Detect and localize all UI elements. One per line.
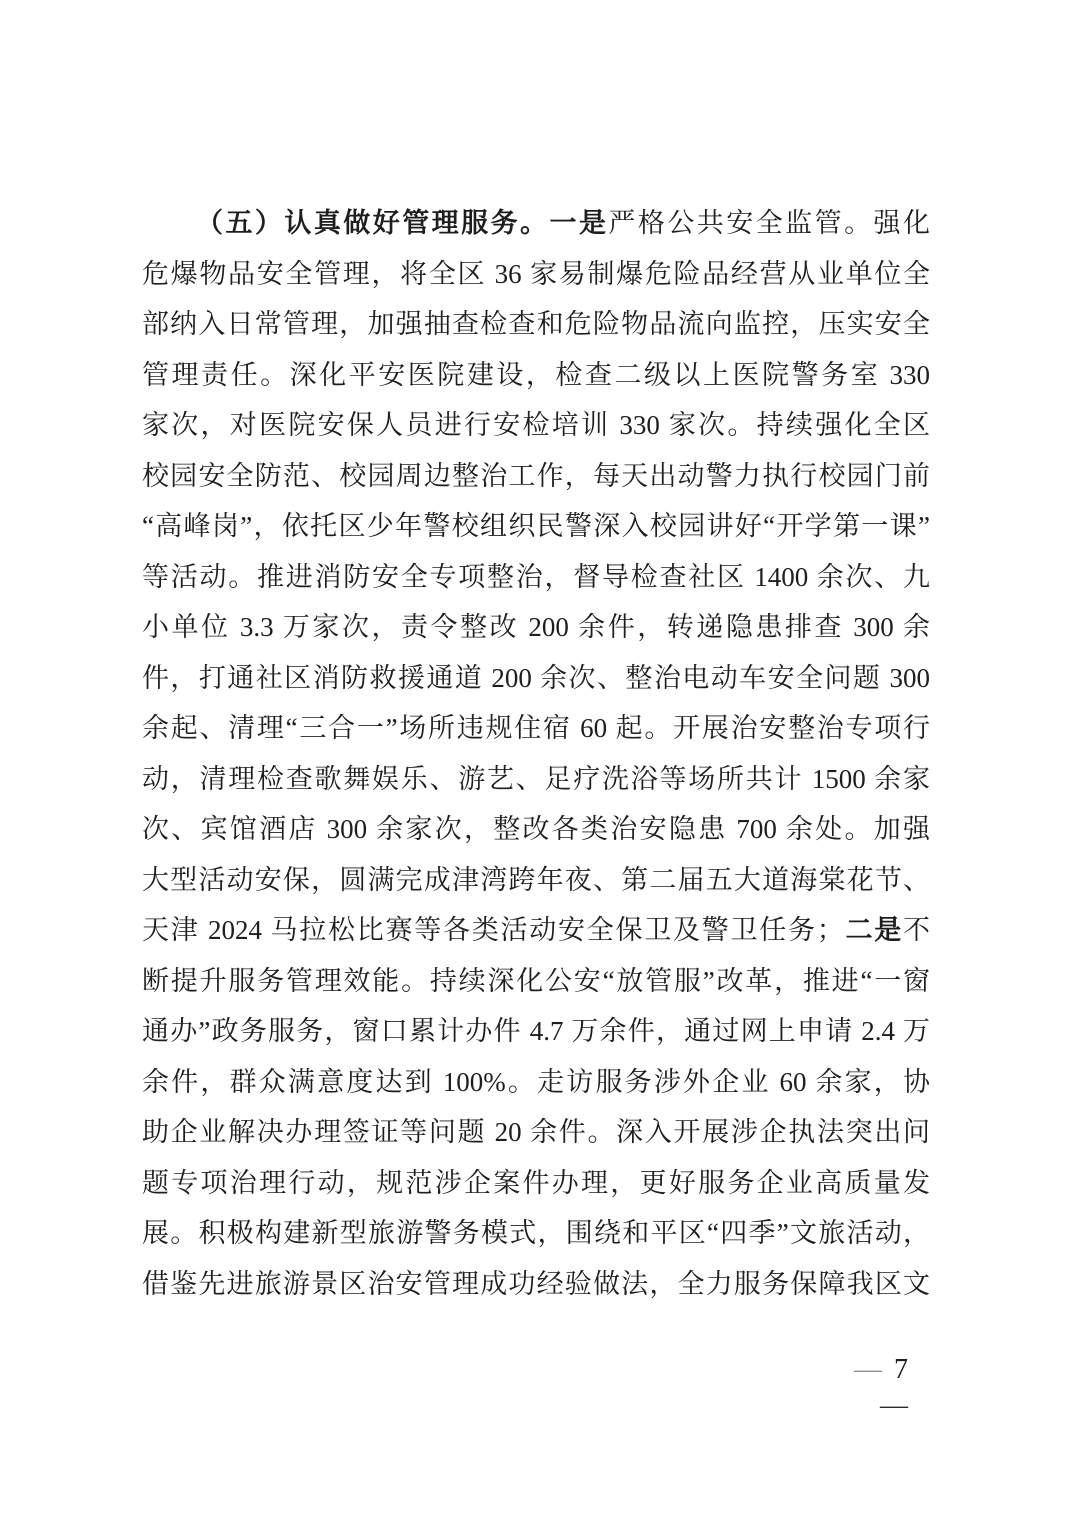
text-run: “高峰岗”，依托区少年警校组织民警深入校园讲好“开学第一课” — [142, 511, 930, 541]
paragraph-line — [142, 1057, 930, 1108]
text-run: 次、宾馆酒店 300 余家次，整改各类治安隐患 700 余处。加强 — [142, 814, 930, 844]
text-run: 校园安全防范、校园周边整治工作，每天出动警力执行校园门前 — [142, 460, 930, 491]
paragraph-line — [142, 249, 930, 300]
paragraph-line — [142, 501, 930, 552]
paragraph-line — [142, 1208, 930, 1259]
text-run: 断提升服务管理效能。持续深化公安“放管服”改革，推进“一窗 — [142, 965, 930, 996]
page-number-dash-left: — — [854, 1354, 882, 1385]
text-run: 余起、清理“三合一”场所违规住宿 60 起。开展治安整治专项行 — [142, 713, 930, 743]
paragraph-line — [142, 1107, 930, 1158]
page-footer — [854, 1352, 908, 1424]
document-paragraph — [142, 198, 930, 1309]
paragraph-line — [142, 350, 930, 401]
text-run: 题专项治理行动，规范涉企案件办理，更好服务企业高质量发 — [142, 1167, 930, 1198]
paragraph-line — [142, 653, 930, 704]
bold-text-run: 二是 — [843, 915, 903, 945]
text-run: 余件，群众满意度达到 100%。走访服务涉外企业 60 余家，协 — [142, 1066, 930, 1097]
text-run: 等活动。推进消防安全专项整治，督导检查社区 1400 余次、九 — [142, 561, 930, 592]
paragraph-line — [142, 400, 930, 451]
paragraph-line — [142, 299, 930, 350]
paragraph-line — [142, 703, 930, 754]
text-run: 危爆物品安全管理，将全区 36 家易制爆危险品经营从业单位全 — [142, 258, 930, 289]
paragraph-line — [142, 804, 930, 855]
paragraph-line — [142, 1259, 930, 1310]
page-number — [854, 1352, 908, 1388]
text-run: 通办”政务服务，窗口累计办件 4.7 万余件，通过网上申请 2.4 万 — [142, 1016, 930, 1046]
text-run: 动，清理检查歌舞娱乐、游艺、足疗洗浴等场所共计 1500 余家 — [142, 763, 930, 794]
paragraph-line — [142, 602, 930, 653]
page-number-underline-row — [854, 1388, 908, 1424]
bold-text-run: （五）认真做好管理服务。 — [196, 208, 550, 238]
page-number-value: 7 — [894, 1354, 908, 1385]
text-run: 大型活动安保，圆满完成津湾跨年夜、第二届五大道海棠花节、 — [142, 864, 930, 895]
text-run: 家次，对医院安保人员进行安检培训 330 家次。持续强化全区 — [142, 410, 930, 440]
text-run: 展。积极构建新型旅游警务模式，围绕和平区“四季”文旅活动， — [142, 1218, 930, 1248]
paragraph-line — [142, 552, 930, 603]
paragraph-line — [142, 451, 930, 502]
paragraph-line — [142, 754, 930, 805]
page-number-dash-below: — — [880, 1390, 908, 1421]
paragraph-line — [142, 855, 930, 906]
paragraph-line — [142, 905, 930, 956]
paragraph-line — [142, 1006, 930, 1057]
text-run: 严格公共安全监管。强化 — [608, 208, 931, 238]
paragraph-line — [142, 198, 930, 249]
text-run: 借鉴先进旅游景区治安管理成功经验做法，全力服务保障我区文 — [142, 1268, 930, 1299]
text-run: 不 — [903, 915, 930, 945]
text-run: 部纳入日常管理，加强抽查检查和危险物品流向监控，压实安全 — [142, 309, 930, 339]
paragraph-line — [142, 956, 930, 1007]
text-run: 小单位 3.3 万家次，责令整改 200 余件，转递隐患排查 300 余 — [142, 612, 930, 642]
text-run: 管理责任。深化平安医院建设，检查二级以上医院警务室 330 — [142, 359, 930, 390]
text-run: 件，打通社区消防救援通道 200 余次、整治电动车安全问题 300 — [142, 662, 930, 693]
text-run: 助企业解决办理签证等问题 20 余件。深入开展涉企执法突出问 — [142, 1117, 930, 1147]
text-run: 天津 2024 马拉松比赛等各类活动安全保卫及警卫任务； — [142, 915, 844, 945]
paragraph-line — [142, 1158, 930, 1209]
bold-text-run: 一是 — [549, 208, 609, 238]
